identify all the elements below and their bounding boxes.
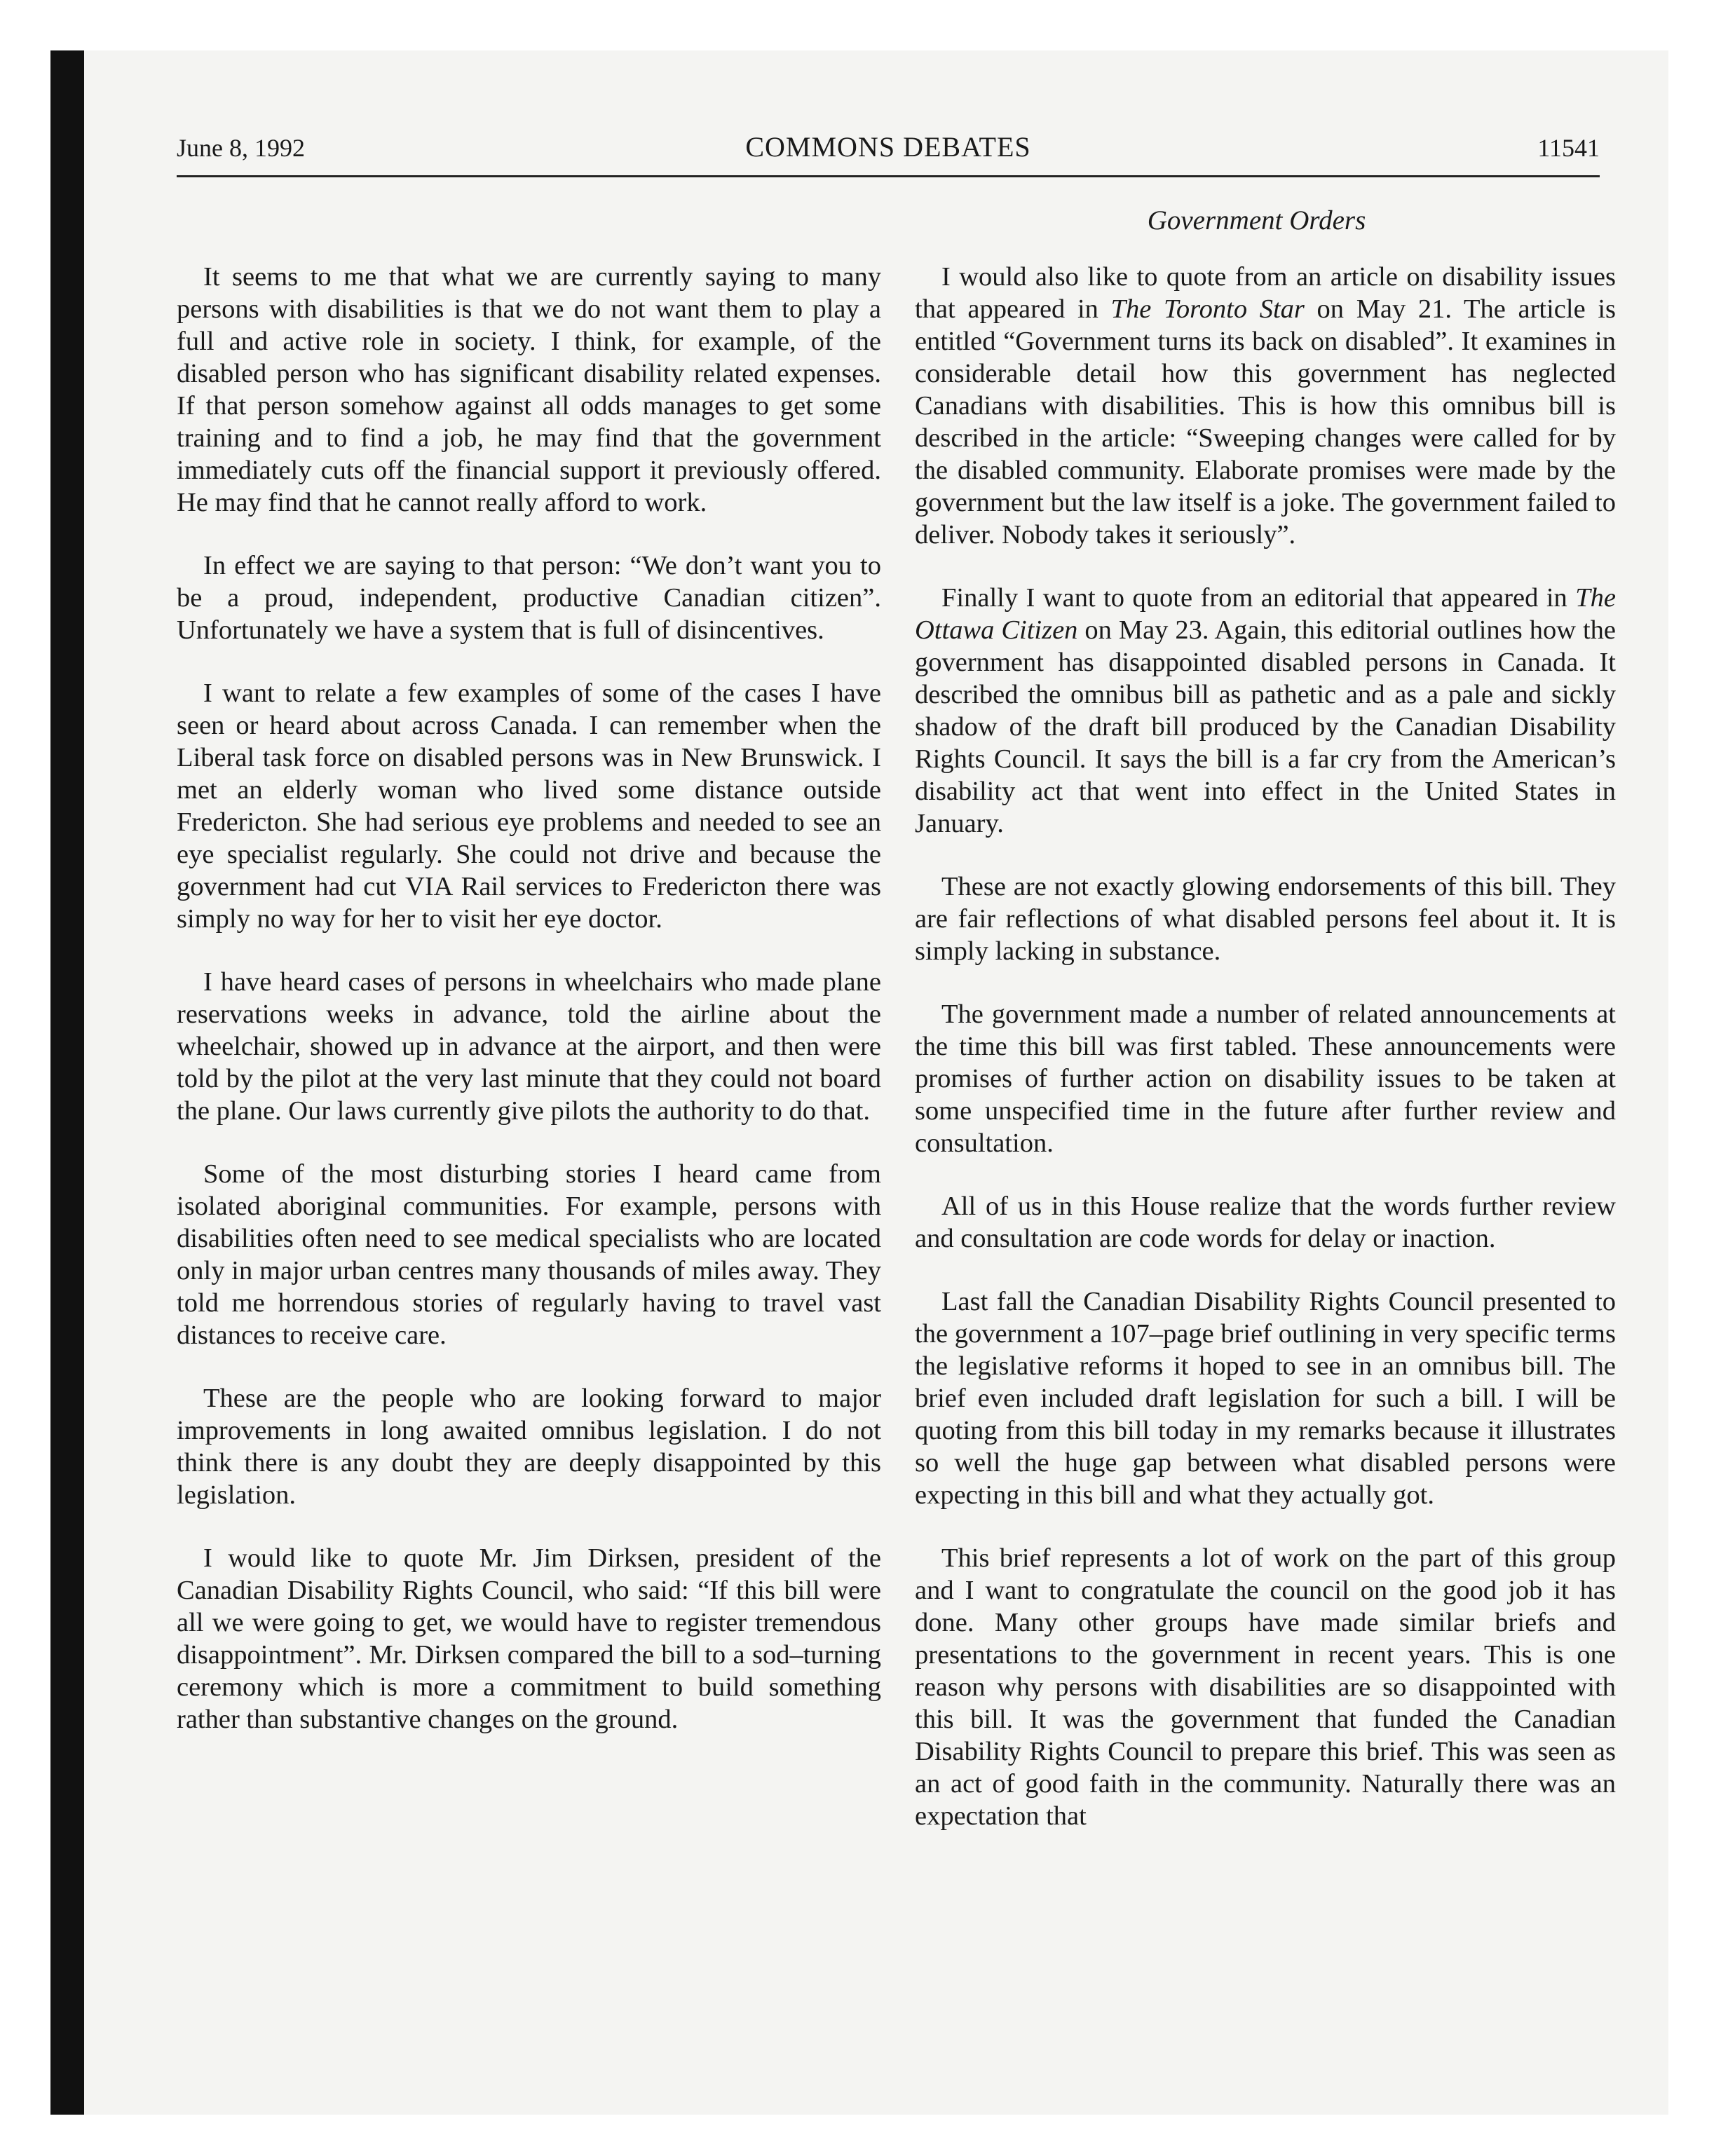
paragraph: I would like to quote Mr. Jim Dirksen, president of the Canadian Disability Rights Council, who said: “If this bill were all we were going to get, we would have to register tremendous disappointment”. Mr. Dirksen compared the bill to a sod–turning ceremony which is more a commitment to build something rather than substantive changes on the ground. xyxy=(177,1543,881,1734)
header-date: June 8, 1992 xyxy=(177,134,305,162)
paragraph: Last fall the Canadian Disability Rights Council presented to the government a 107–page brief outlining in very specific terms the legislative reforms it hoped to see in an omnibus bill. The brief even included draft legislation for such a bill. I will be quoting from this bill today in my remarks because it illustrates so well the huge gap between what disabled persons were expecting in this bill and what they actually got. xyxy=(915,1287,1616,1510)
paragraph: The government made a number of related announcements at the time this bill was first tabled. These announcements were promises of further action on disability issues to be taken at some unspecified time in the future after further review and consultation. xyxy=(915,999,1616,1158)
paragraph xyxy=(915,261,1616,551)
paragraph-text: Finally I want to quote from an editorial that appeared in xyxy=(941,583,1576,613)
scan-edge-shadow xyxy=(50,50,84,2115)
paragraph: Some of the most disturbing stories I heard came from isolated aboriginal communities. For example, persons with disabilities often need to see medical specialists who are located only in major urban centres many thousands of miles away. They told me horrendous stories of regularly having to travel vast distances to receive care. xyxy=(177,1159,881,1350)
paragraph: I want to relate a few examples of some of the cases I have seen or heard about across Canada. I can remember when the Liberal task force on disabled persons was in New Brunswick. I met an elderly woman who lived some distance outside Fredericton. She had serious eye problems and needed to see an eye specialist regularly. She could not drive and because the government had cut VIA Rail services to Fredericton there was simply no way for her to visit her eye doctor. xyxy=(177,678,881,934)
paragraph-text: on May 23. Again, this editorial outlines how the government has disappointed disabled persons in Canada. It described the omnibus bill as pathetic and as a pale and sickly shadow of the draft bill produced by the Canadian Disability Rights Council. It says the bill is a far cry from the American’s disability act that went into effect in the United States in January. xyxy=(915,615,1616,838)
publication-title: The Toronto Star xyxy=(1110,294,1305,324)
paragraph: All of us in this House realize that the words further review and consultation are code words for delay or inaction. xyxy=(915,1192,1616,1253)
section-heading: Government Orders xyxy=(1147,205,1366,236)
left-column xyxy=(177,261,881,1766)
paragraph-text: I would also like to quote from an article on disability issues that appeared in xyxy=(915,262,1616,324)
header-title: COMMONS DEBATES xyxy=(745,131,1031,163)
paragraph: These are the people who are looking forward to major improvements in long awaited omnibus legislation. I do not think there is any doubt they are deeply disappointed by this legislation. xyxy=(177,1384,881,1510)
paragraph: This brief represents a lot of work on the part of this group and I want to congratulate the council on the good job it has done. Many other groups have made similar briefs and presentations to the government in recent years. This is one reason why persons with disabilities are so disappointed with this bill. It was the government that funded the Canadian Disability Rights Council to prepare this brief. This was seen as an act of good faith in the community. Naturally there was an expectation that xyxy=(915,1543,1616,1831)
right-column xyxy=(915,261,1616,1863)
paragraph: It seems to me that what we are currently saying to many persons with disabilities is that we do not want them to play a full and active role in society. I think, for example, of the disabled person who has significant disability related expenses. If that person somehow against all odds manages to get some training and to find a job, he may find that the government immediately cuts off the financial support it previously offered. He may find that he cannot really afford to work. xyxy=(177,262,881,517)
page-number: 11541 xyxy=(1537,134,1600,162)
paragraph: In effect we are saying to that person: “We don’t want you to be a proud, independent, productive Canadian citizen”. Unfortunately we have a system that is full of disincentives. xyxy=(177,551,881,645)
paragraph: I have heard cases of persons in wheelchairs who made plane reservations weeks in advance, told the airline about the wheelchair, showed up in advance at the airport, and then were told by the pilot at the very last minute that they could not board the plane. Our laws currently give pilots the authority to do that. xyxy=(177,967,881,1126)
paragraph: These are not exactly glowing endorsements of this bill. They are fair reflections of what disabled persons feel about it. It is simply lacking in substance. xyxy=(915,872,1616,966)
paragraph xyxy=(915,582,1616,840)
publication-title: The Ottawa Citizen xyxy=(915,583,1616,645)
running-header xyxy=(177,126,1600,177)
paragraph-text: on May 21. The article is entitled “Government turns its back on disabled”. It examines in considerable detail how this government has neglected Canadians with disabilities. This is how this omnibus bill is described in the article: “Sweeping changes were called for by the disabled community. Elaborate promises were made by the government but the law itself is a joke. The government failed to deliver. Nobody takes it seriously”. xyxy=(915,294,1616,550)
